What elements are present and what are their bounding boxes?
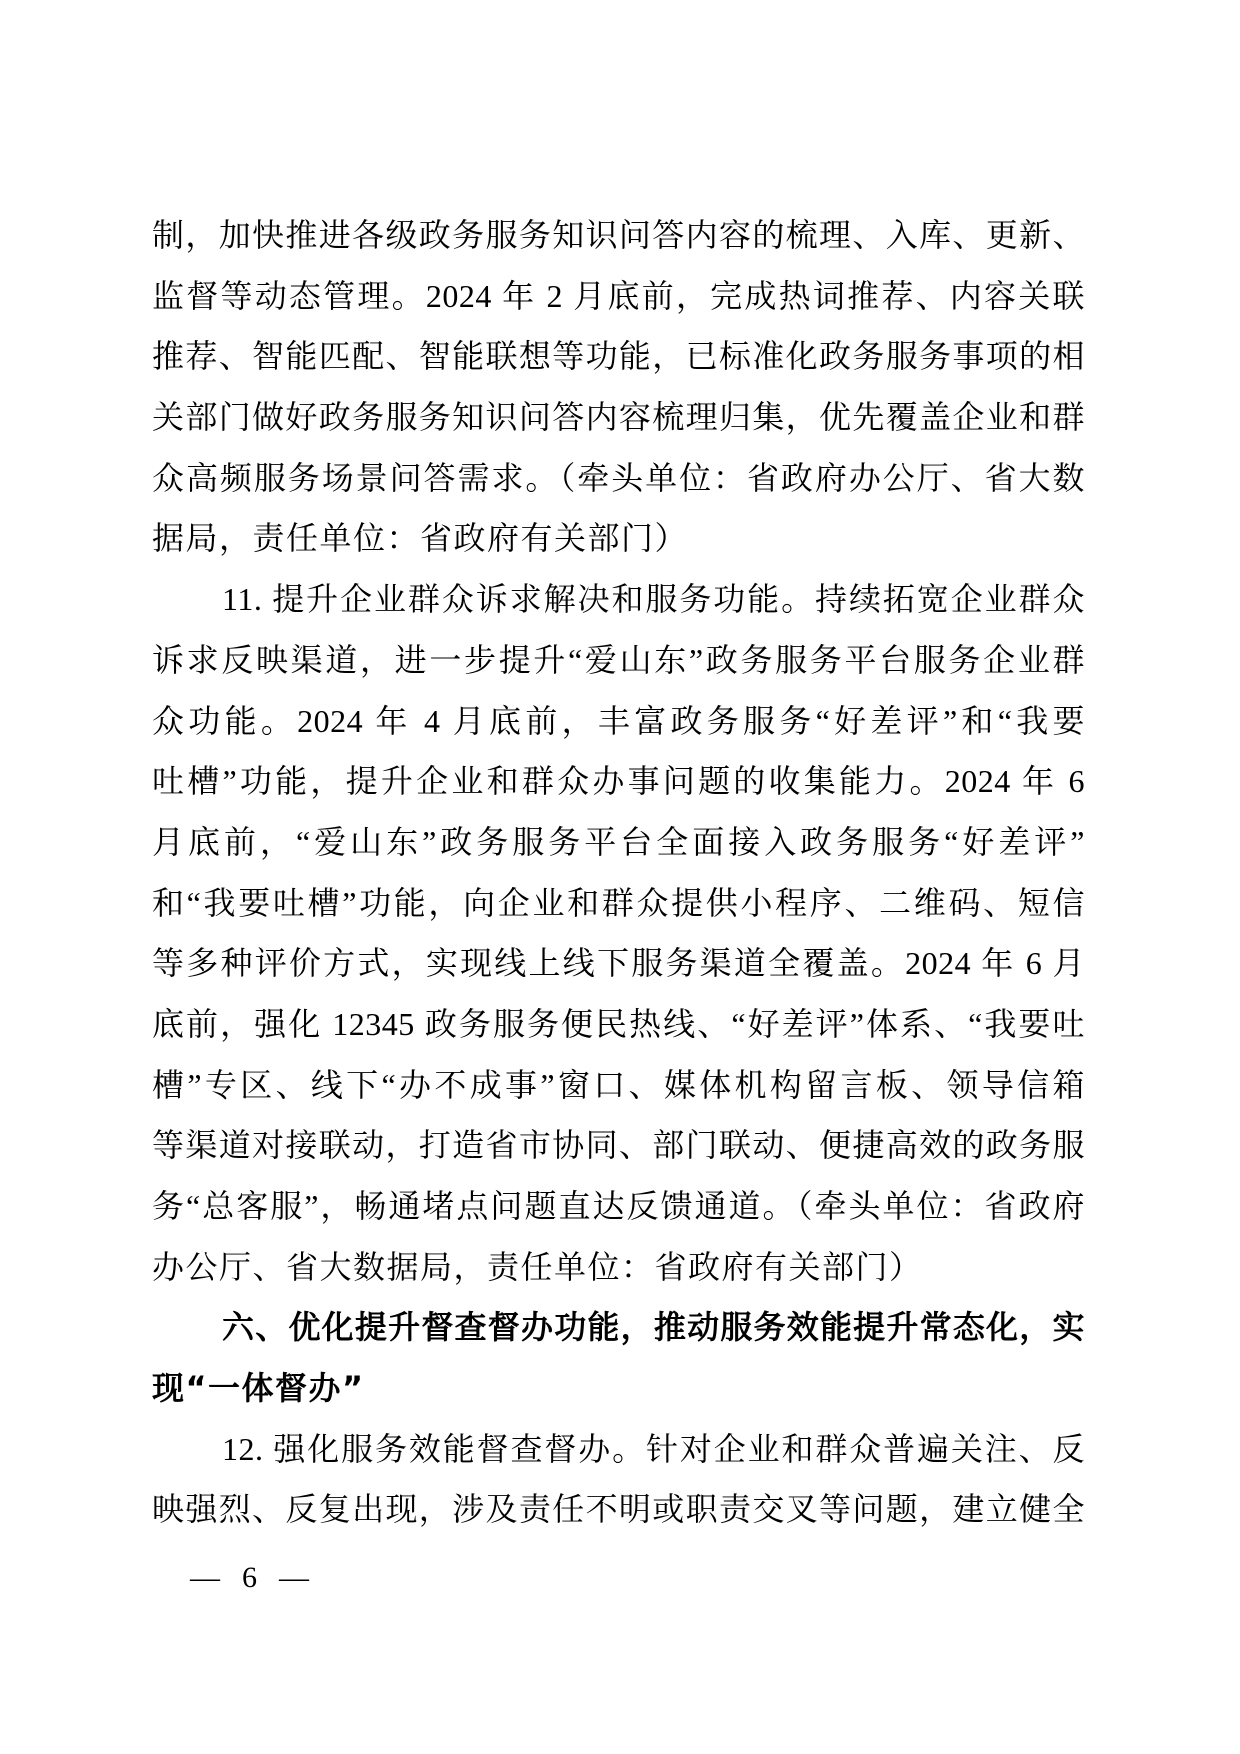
text-line: 诉求反映渠道，进一步提升“爱山东”政务服务平台服务企业群 bbox=[152, 641, 1085, 678]
section-heading-line: 六、优化提升督查督办功能，推动服务效能提升常态化，实 bbox=[222, 1308, 1085, 1347]
footer-dash-right: — bbox=[279, 1561, 309, 1594]
text-line: 底前，强化 12345 政务服务便民热线、“好差评”体系、“我要吐 bbox=[152, 1005, 1085, 1042]
text-line: 12. 强化服务效能督查督办。针对企业和群众普遍关注、反 bbox=[222, 1430, 1085, 1467]
footer-dash-left: — bbox=[190, 1561, 220, 1594]
text-line: 监督等动态管理。2024 年 2 月底前，完成热词推荐、内容关联 bbox=[152, 277, 1085, 314]
text-line: 映强烈、反复出现，涉及责任不明或职责交叉等问题，建立健全 bbox=[152, 1491, 1085, 1528]
text-line: 和“我要吐槽”功能，向企业和群众提供小程序、二维码、短信 bbox=[152, 884, 1085, 921]
text-line: 制，加快推进各级政务服务知识问答内容的梳理、入库、更新、 bbox=[152, 217, 1085, 253]
text-line: 据局，责任单位：省政府有关部门） bbox=[152, 520, 689, 557]
text-line: 务“总客服”，畅通堵点问题直达反馈通道。（牵头单位：省政府 bbox=[152, 1188, 1085, 1224]
text-line: 月底前，“爱山东”政务服务平台全面接入政务服务“好差评” bbox=[152, 823, 1085, 860]
page-number: 6 bbox=[242, 1561, 257, 1594]
page-footer bbox=[190, 1548, 309, 1608]
text-line: 关部门做好政务服务知识问答内容梳理归集，优先覆盖企业和群 bbox=[152, 399, 1085, 436]
text-line: 办公厅、省大数据局，责任单位：省政府有关部门） bbox=[152, 1248, 923, 1285]
text-line: 等渠道对接联动，打造省市协同、部门联动、便捷高效的政务服 bbox=[152, 1127, 1085, 1164]
section-heading-line: 现“一体督办” bbox=[152, 1369, 365, 1408]
text-line: 吐槽”功能，提升企业和群众办事问题的收集能力。2024 年 6 bbox=[152, 763, 1085, 800]
text-line: 众功能。2024 年 4 月底前，丰富政务服务“好差评”和“我要 bbox=[152, 702, 1085, 739]
text-line: 推荐、智能匹配、智能联想等功能，已标准化政务服务事项的相 bbox=[152, 338, 1085, 375]
document-body bbox=[152, 205, 1085, 1540]
text-line: 槽”专区、线下“办不成事”窗口、媒体机构留言板、领导信箱 bbox=[152, 1066, 1085, 1103]
text-line: 11. 提升企业群众诉求解决和服务功能。持续拓宽企业群众 bbox=[222, 581, 1085, 618]
text-line: 等多种评价方式，实现线上线下服务渠道全覆盖。2024 年 6 月 bbox=[152, 945, 1085, 982]
text-line: 众高频服务场景问答需求。（牵头单位：省政府办公厅、省大数 bbox=[152, 459, 1085, 496]
